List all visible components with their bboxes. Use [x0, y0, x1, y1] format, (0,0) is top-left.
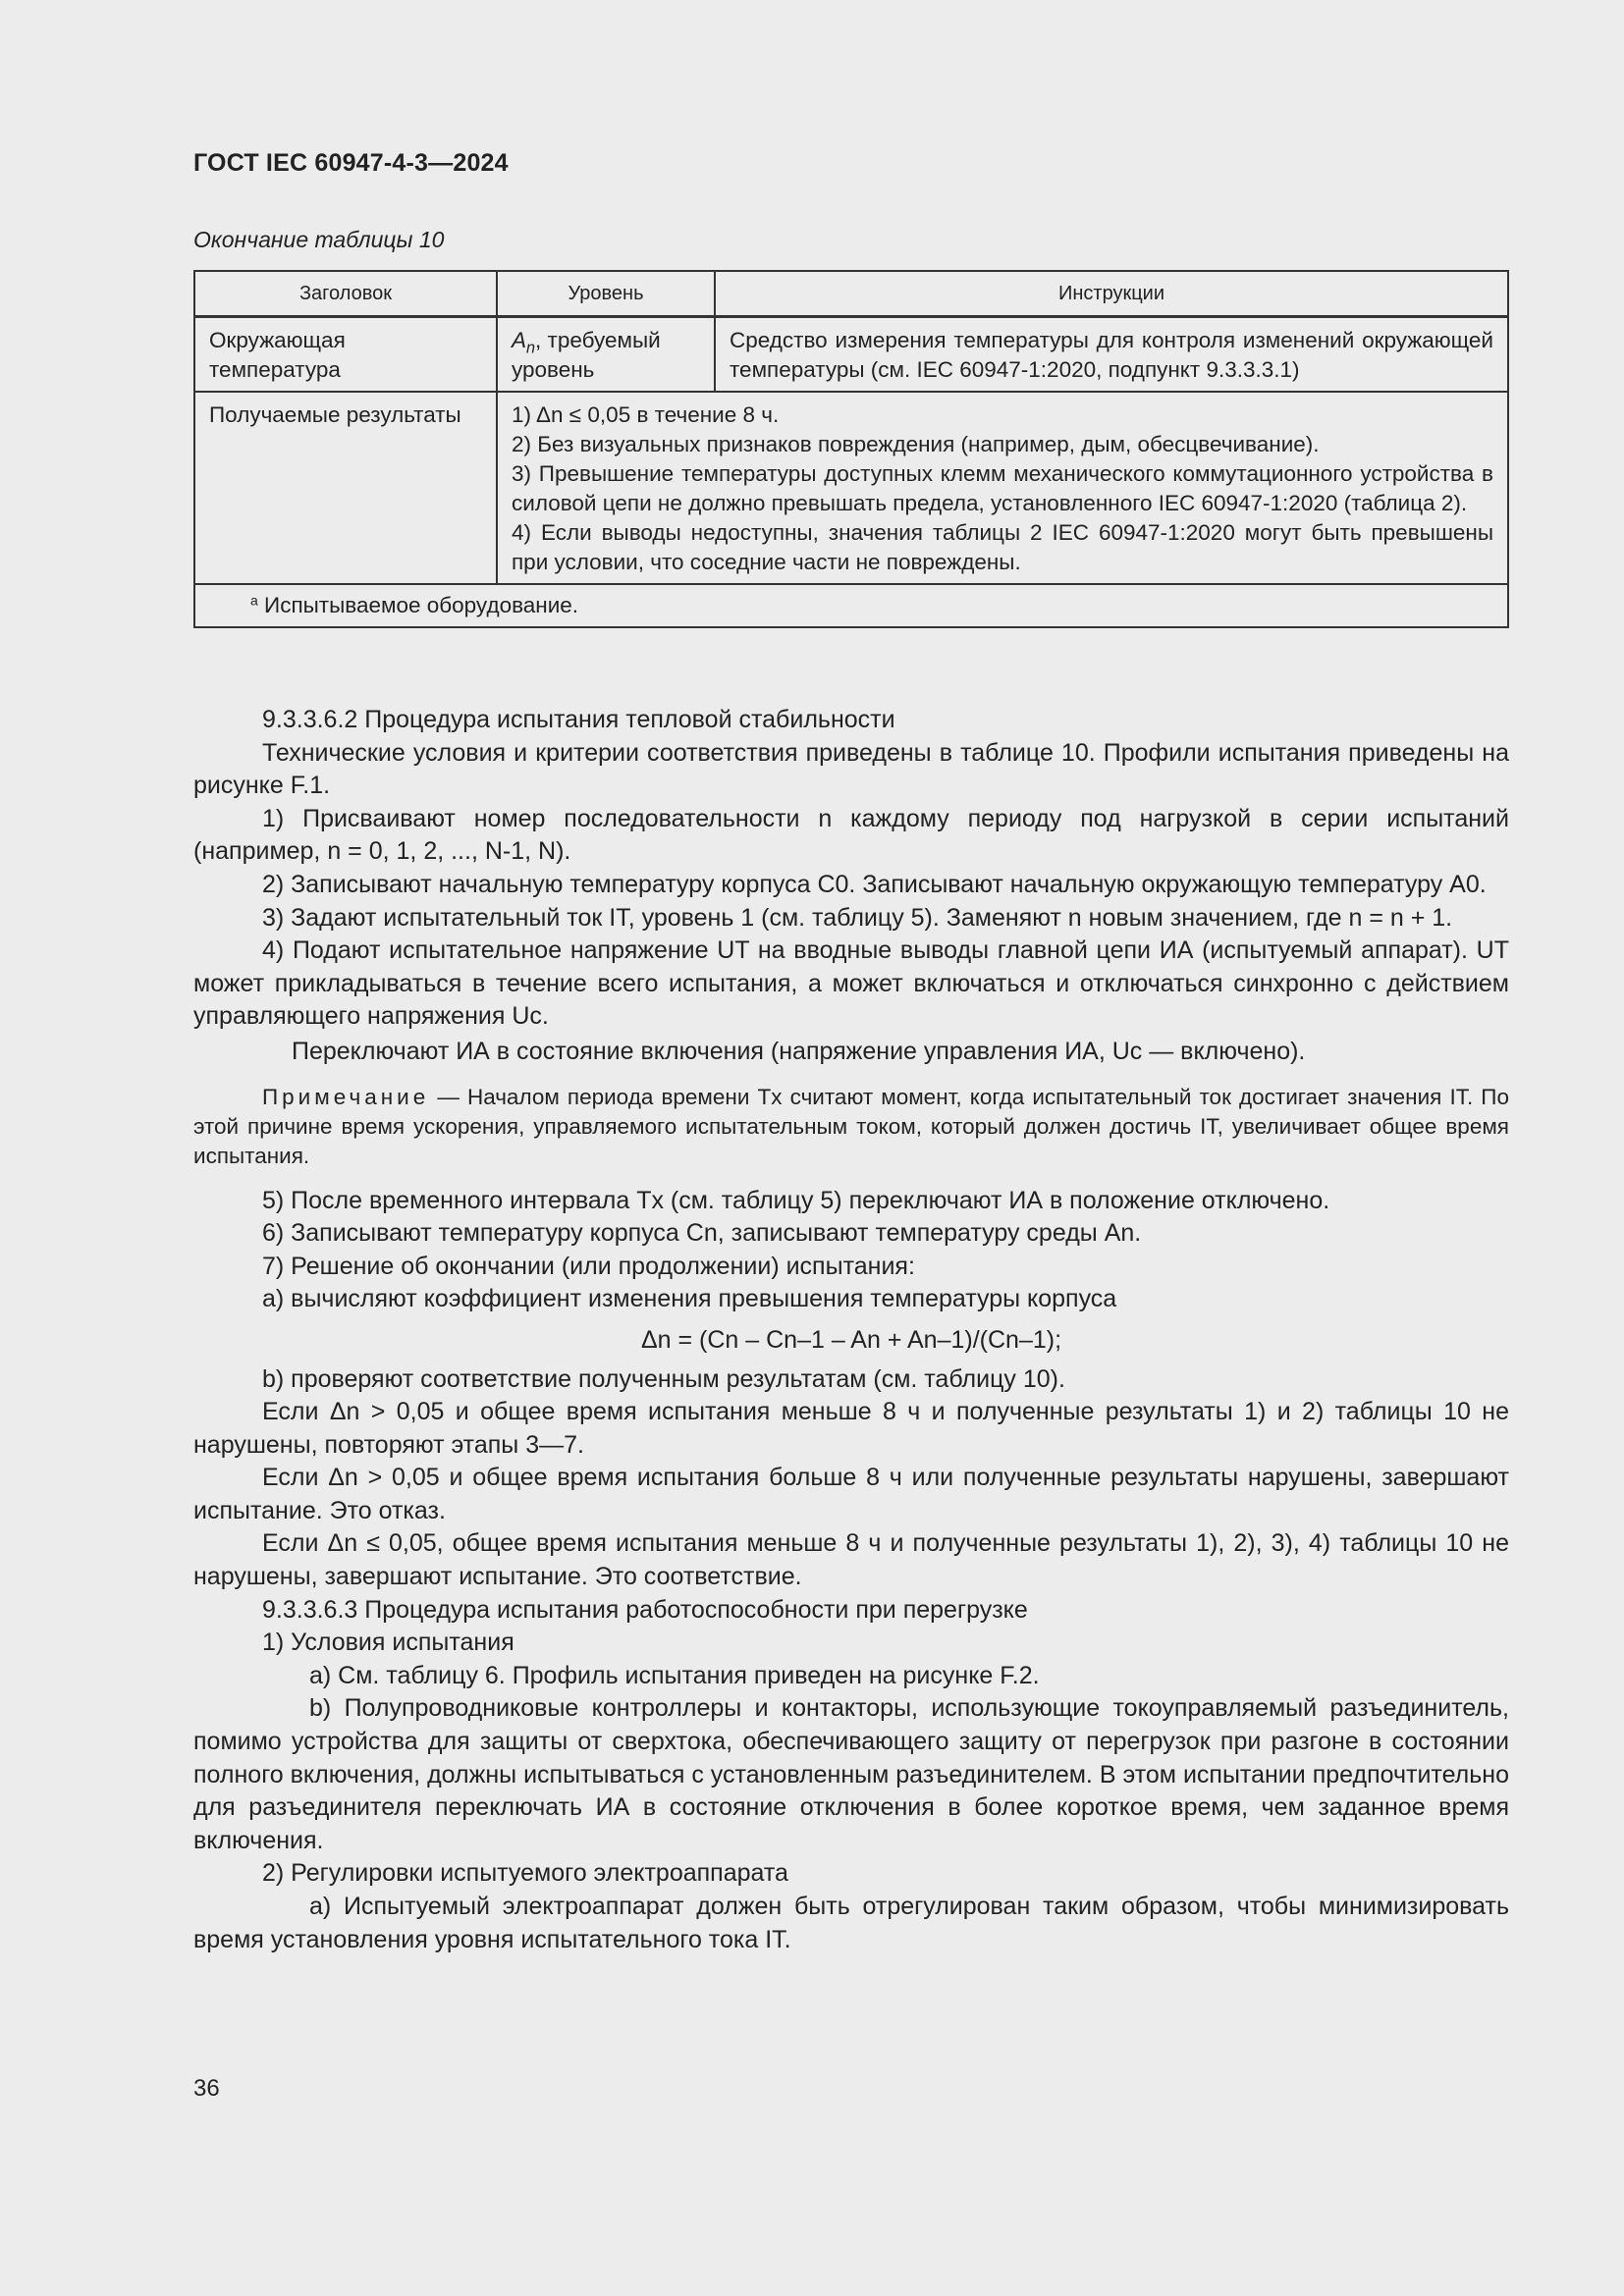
table-10 — [193, 270, 1509, 628]
result-item-2: 2) Без визуальных признаков повреждения (например, дым, обесцвечивание). — [512, 432, 1320, 456]
result-item-1: 1) Δn ≤ 0,05 в течение 8 ч. — [512, 402, 780, 427]
page-number: 36 — [193, 2075, 220, 2102]
step-5: 5) После временного интервала Tx (см. таблицу 5) переключают ИА в положение отключено. — [262, 1186, 1330, 1214]
cell-results-title: Получаемые результаты — [194, 392, 497, 584]
step-2: 2) Записывают начальную температуру корпуса C0. Записывают начальную окружающую температуру A0. — [262, 870, 1487, 898]
table-footnote-row — [194, 584, 1508, 627]
table-row-results — [194, 392, 1508, 584]
step-4: 4) Подают испытательное напряжение UT на вводные выводы главной цепи ИА (испытуемый аппарат). UT может прикладываться в течение всего испытания, а может включаться и отключаться синхронно с действием управляющего напряжения Uc. — [193, 936, 1509, 1031]
step-7b: b) проверяют соответствие полученным результатам (см. таблицу 10). — [262, 1364, 1065, 1393]
column-header-instructions: Инструкции — [715, 271, 1508, 316]
result-item-4: 4) Если выводы недоступны, значения таблицы 2 IEC 60947-1:2020 могут быть превышены при условии, что соседние части не повреждены. — [512, 520, 1493, 574]
condition-3: Если Δn ≤ 0,05, общее время испытания меньше 8 ч и полученные результаты 1), 2), 3), 4) таблицы 10 не нарушены, завершают испытание. Это соответствие. — [193, 1529, 1509, 1591]
formula-delta: Δn = (Cn – Cn–1 – An + An–1)/(Cn–1); — [640, 1325, 1062, 1354]
step-6: 6) Записывают температуру корпуса Cn, записывают температуру среды An. — [262, 1219, 1142, 1248]
cell-results-list — [497, 392, 1508, 584]
test-conditions-b: b) Полупроводниковые контроллеры и контакторы, использующие токоуправляемый разъединитель, помимо устройства для защиты от сверхтока, обеспечивающего защиту от перегрузок при разгоне в состоянии полного включения, должны испытываться с установленным разъединителем. В этом испытании предпочтительно для разъединителя переключать ИА в состояние отключения в более короткое время, чем заданное время включения. — [193, 1694, 1509, 1854]
cell-ambient-instructions: Средство измерения температуры для контроля изменений окружающей температуры (см. IEC 60947-1:2020, подпункт 9.3.3.3.1) — [715, 317, 1508, 392]
column-header-level: Уровень — [497, 271, 715, 316]
condition-1: Если Δn > 0,05 и общее время испытания меньше 8 ч и полученные результаты 1) и 2) таблицы 10 не нарушены, повторяют этапы 3—7. — [193, 1398, 1509, 1459]
switch-on-paragraph: Переключают ИА в состояние включения (напряжение управления ИА, Uc — включено). — [292, 1037, 1306, 1065]
document-header: ГОСТ IEC 60947-4-3—2024 — [193, 149, 509, 177]
result-item-3: 3) Превышение температуры доступных клемм механического коммутационного устройства в силовой цепи не должно превышать предела, установленного IEC 60947-1:2020 (таблица 2). — [512, 461, 1493, 515]
table-row-ambient — [194, 317, 1508, 392]
section-9-3-3-6-2-title: 9.3.3.6.2 Процедура испытания тепловой стабильности — [262, 706, 895, 733]
table-caption: Окончание таблицы 10 — [193, 227, 445, 252]
table-footnote: $^a$ Испытываемое оборудование. — [194, 584, 1508, 627]
table-header-row — [194, 271, 1508, 316]
adjustments: 2) Регулировки испытуемого электроаппарата — [262, 1859, 788, 1888]
test-conditions-a: a) См. таблицу 6. Профиль испытания приведен на рисунке F.2. — [309, 1661, 1040, 1689]
column-header-title: Заголовок — [194, 271, 497, 316]
step-1: 1) Присваивают номер последовательности n каждому периоду под нагрузкой в серии испытаний (например, n = 0, 1, 2, ..., N-1, N). — [193, 804, 1509, 866]
cell-ambient-level: $A_n$, требуемый уровень — [497, 317, 715, 392]
step-7a: a) вычисляют коэффициент изменения превышения температуры корпуса — [262, 1285, 1117, 1313]
body-text — [193, 704, 1509, 1956]
note: Примечание — Началом периода времени Tx считают момент, когда испытательный ток достигает значения IT. По этой причине время ускорения, управляемого испытательным током, который должен достичь IT, увеличивает общее время испытания. — [193, 1084, 1509, 1168]
test-conditions: 1) Условия испытания — [262, 1629, 514, 1657]
cell-ambient-title: Окружающая температура — [194, 317, 497, 392]
step-3: 3) Задают испытательный ток IT, уровень 1 (см. таблицу 5). Заменяют n новым значением, где n = n + 1. — [262, 903, 1453, 932]
step-7: 7) Решение об окончании (или продолжении) испытания: — [262, 1252, 915, 1280]
section-9-3-3-6-3-title: 9.3.3.6.3 Процедура испытания работоспособности при перегрузке — [262, 1595, 1028, 1624]
paragraph-intro: Технические условия и критерии соответствия приведены в таблице 10. Профили испытания приведены на рисунке F.1. — [193, 738, 1509, 800]
adjustments-a: a) Испытуемый электроаппарат должен быть отрегулирован таким образом, чтобы минимизировать время установления уровня испытательного тока IT. — [193, 1893, 1509, 1953]
condition-2: Если Δn > 0,05 и общее время испытания больше 8 ч или полученные результаты нарушены, завершают испытание. Это отказ. — [193, 1464, 1509, 1524]
